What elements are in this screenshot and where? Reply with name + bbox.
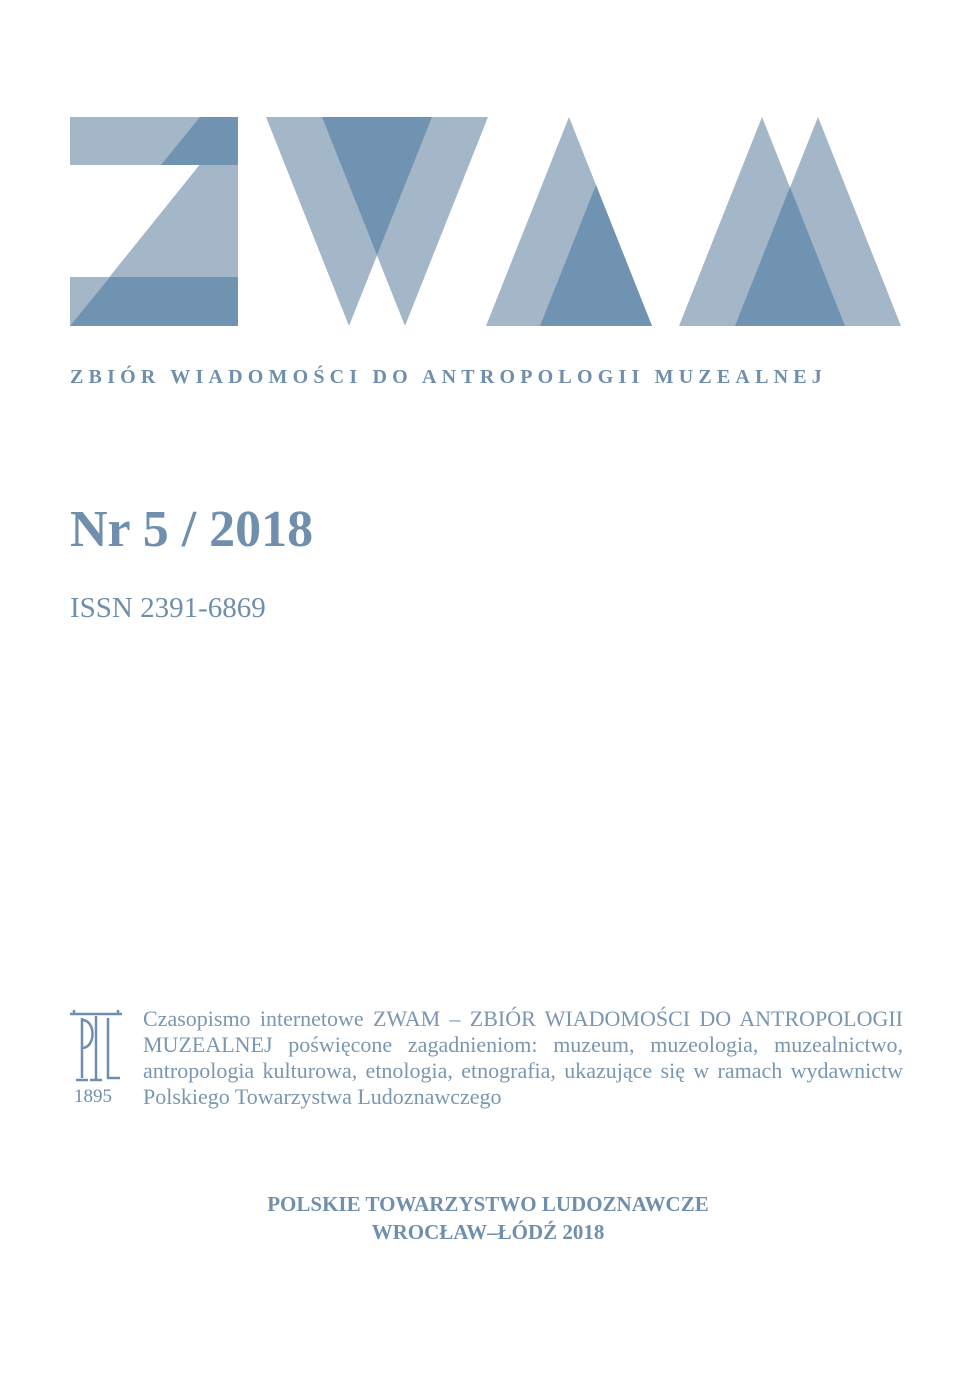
ptl-year: 1895	[74, 1086, 112, 1107]
journal-description: Czasopismo internetowe ZWAM – ZBIÓR WIADOMOŚCI DO ANTROPOLOGII MUZEALNEJ poświęcone zagadnieniom: muzeum, muzeologia, muzealnictwo, antropologia kulturowa, etnologia, etnografia, ukazujące się w ramach wydawnictw Polskiego Towarzystwa Ludoznawczego	[143, 1006, 903, 1109]
logo-letter-m	[679, 117, 901, 326]
logo-letter-w	[266, 117, 488, 326]
journal-name: ZBIÓR WIADOMOŚCI DO ANTROPOLOGII MUZEALNEJ	[70, 366, 827, 388]
zwam-logo	[0, 0, 976, 340]
publisher-block	[0, 1190, 976, 1246]
logo-letter-z	[70, 117, 238, 326]
issue-number: Nr 5 / 2018	[70, 501, 314, 558]
issn: ISSN 2391-6869	[70, 592, 266, 624]
logo-letter-a	[486, 117, 652, 326]
publisher-place-year: WROCŁAW–ŁÓDŹ 2018	[371, 1220, 605, 1244]
publisher-name: POLSKIE TOWARZYSTWO LUDOZNAWCZE	[267, 1192, 709, 1216]
